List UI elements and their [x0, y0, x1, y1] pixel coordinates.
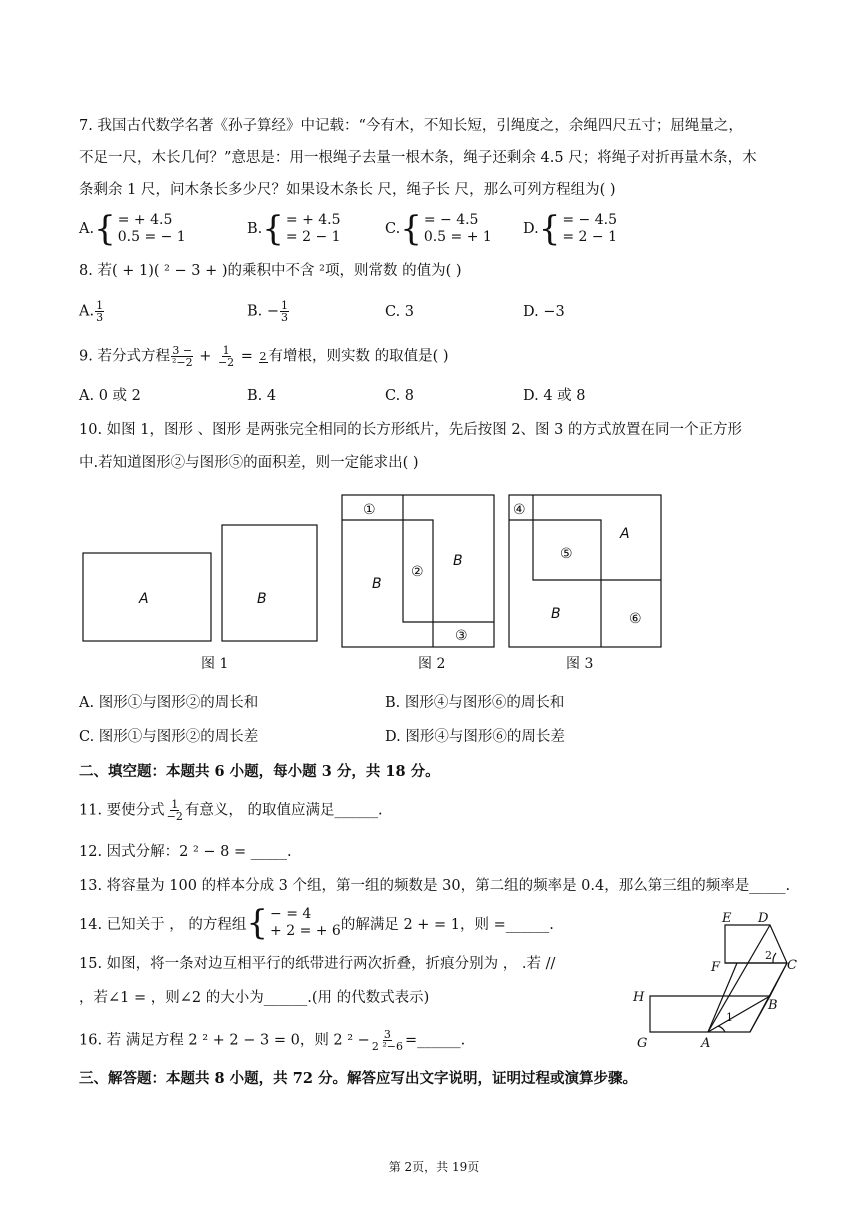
q8-option-b [247, 300, 290, 323]
circle-2: ② [411, 564, 424, 580]
fraction [371, 1029, 404, 1052]
fraction [95, 300, 104, 323]
q10-figures [0, 485, 868, 680]
fig1-caption: 图 1 [201, 656, 229, 672]
option-label: A. [79, 221, 95, 237]
q13-text: 13. 将容量为 100 的样本分成 3 个组，第一组的频数是 30，第二组的频率是 0.4，那么第三组的频率是_____. [79, 878, 791, 894]
numerator: 3 [383, 1028, 391, 1041]
q7-option-b [247, 209, 341, 249]
q15-line2: ，若∠1 = ，则∠2 的大小为______.(用 的代数式表示) [79, 990, 430, 1006]
eq-row: + 2 = + 6 [270, 923, 341, 939]
q10-option-a: A. 图形①与图形②的周长和 [79, 695, 259, 711]
brace-icon: { [538, 209, 561, 249]
circle-6: ⑥ [629, 611, 642, 627]
denominator: 3 [96, 311, 104, 324]
q7-line3: 条剩余 1 尺，问木条长多少尺？如果设木条长 尺，绳子长 尺，那么可列方程组为( ) [79, 182, 616, 198]
brace-icon: { [246, 903, 269, 943]
option-label: A. [79, 303, 95, 320]
eq-row: = − 4.5 [423, 212, 479, 228]
fraction [217, 345, 235, 368]
fig3-caption: 图 3 [566, 656, 594, 672]
q15-figure [625, 905, 825, 1055]
q14-prefix: 14. 已知关于 ， 的方程组 [79, 916, 247, 933]
fig3-rect-a-edge [509, 520, 601, 580]
q7-line2: 不足一尺，木长几何？”意思是：用一根绳子去量一根木条，绳子还剩余 4.5 尺；将绳子对折再量木条，木 [79, 150, 757, 166]
fig3-rect-outline [533, 495, 661, 580]
denominator: −2 [166, 810, 183, 823]
top-strip [725, 925, 787, 963]
q8-option-c: C. 3 [385, 304, 415, 320]
q10-option-b: B. 图形④与图形⑥的周长和 [385, 695, 565, 711]
eq-row: = + 4.5 [117, 212, 173, 228]
q8-text: 8. 若( + 1)( ² − 3 + )的乘积中不含 ²项，则常数 的值为( ) [79, 263, 462, 279]
q10-option-d: D. 图形④与图形⑥的周长差 [385, 729, 565, 745]
circle-5: ⑤ [560, 546, 573, 562]
q14-text [79, 903, 554, 943]
denominator: ²−2 [171, 356, 193, 369]
q7-option-c [385, 209, 492, 249]
q8-option-d: D. −3 [523, 304, 565, 320]
eq-row: 0.5 = + 1 [423, 229, 492, 245]
option-label: B. − [247, 303, 280, 320]
rectangle-b [222, 525, 317, 641]
label-a: A [139, 591, 149, 607]
fig2-rect-b-left [342, 520, 433, 647]
brace-icon: { [94, 209, 116, 249]
angle-2-arc [773, 953, 776, 963]
q16-prefix: 16. 若 满足方程 2 ² + 2 − 3 = 0，则 2 ² − [79, 1032, 370, 1049]
eq-row: = 2 − 1 [285, 229, 341, 245]
point-c: C [787, 958, 797, 973]
q7-option-a [79, 209, 186, 249]
fraction [259, 351, 268, 363]
numerator: 1 [171, 798, 179, 811]
option-label: C. [385, 221, 401, 237]
numerator: 1 [96, 299, 104, 312]
eq-row: 0.5 = − 1 [117, 229, 186, 245]
operator: + [199, 348, 212, 365]
numerator: 3 − [172, 344, 193, 357]
q16-suffix: =______. [404, 1032, 466, 1049]
denominator: 2 ²−6 [371, 1040, 403, 1053]
angle-1-arc [718, 1026, 725, 1032]
angle-1-label: 1 [726, 1011, 733, 1024]
q10-line1: 10. 如图 1，图形 、图形 是两张完全相同的长方形纸片，先后按图 2、图 3 的方式放置在同一个正方形 [79, 422, 742, 438]
point-g: G [637, 1036, 648, 1051]
diagonal-ea [708, 925, 770, 1032]
point-b: B [768, 998, 778, 1013]
point-e: E [722, 911, 732, 926]
fig3-label-a: A [620, 526, 630, 542]
q10-line2: 中.若知道图形②与图形⑤的面积差，则一定能求出( ) [79, 455, 419, 471]
page-footer: 第 2页，共 19页 [388, 1160, 480, 1174]
fraction [280, 300, 289, 323]
fig2-rect-b-right [403, 495, 494, 622]
angle-2-label: 2 [765, 949, 772, 962]
numerator: 1 [281, 299, 289, 312]
q10-option-c: C. 图形①与图形②的周长差 [79, 729, 259, 745]
circle-1: ① [363, 502, 376, 518]
fig2-label-b1: B [372, 576, 382, 592]
q9-prefix: 9. 若分式方程 [79, 348, 170, 365]
segment-bc [770, 963, 787, 996]
q7-option-d [523, 209, 617, 249]
q11-text [79, 799, 383, 822]
q11-suffix: 有意义， 的取值应满足______. [184, 802, 383, 819]
circle-3: ③ [455, 628, 468, 644]
brace-icon: { [262, 209, 284, 249]
section-2-heading: 二、填空题：本题共 6 小题，每小题 3 分，共 18 分。 [79, 763, 440, 780]
q9-option-b: B. 4 [247, 388, 277, 404]
section-3-heading: 三、解答题：本题共 8 小题，共 72 分。解答应写出文字说明，证明过程或演算步骤。 [79, 1070, 637, 1087]
fold-ab [708, 996, 770, 1032]
label-b: B [257, 591, 267, 607]
point-h: H [633, 990, 645, 1005]
q12-text: 12. 因式分解：2 ² − 8 = _____. [79, 844, 292, 860]
eq-row: = 2 − 1 [562, 229, 617, 245]
brace-icon: { [400, 209, 422, 249]
option-label: B. [247, 221, 263, 237]
eq-row: = − 4.5 [562, 212, 617, 228]
q9-option-a: A. 0 或 2 [79, 388, 141, 404]
q15-line1: 15. 如图，将一条对边互相平行的纸带进行两次折叠，折痕分别为 ， .若 // [79, 956, 556, 972]
circle-4: ④ [513, 502, 526, 518]
point-f: F [711, 960, 721, 975]
fraction [166, 799, 184, 822]
point-d: D [758, 911, 769, 926]
denominator: −2 [217, 356, 235, 369]
q8-option-a [79, 300, 105, 323]
q9-option-c: C. 8 [385, 388, 415, 404]
eq-row: − = 4 [270, 906, 312, 922]
fraction [171, 345, 194, 368]
q9-text [79, 345, 449, 368]
q9-option-d: D. 4 或 8 [523, 388, 586, 404]
fig3-label-b: B [551, 606, 561, 622]
operator: = [240, 348, 253, 365]
option-label: D. [523, 221, 539, 237]
q11-prefix: 11. 要使分式 [79, 802, 165, 819]
q14-suffix: 的解满足 2 + = 1，则 =______. [340, 916, 554, 933]
numerator: 1 [222, 344, 230, 357]
numerator: 2 [259, 349, 267, 363]
fig2-caption: 图 2 [418, 656, 446, 672]
eq-row: = + 4.5 [285, 212, 341, 228]
fig2-label-b2: B [453, 553, 463, 569]
denominator: 3 [281, 311, 289, 324]
q9-suffix: 有增根，则实数 的取值是( ) [268, 348, 449, 365]
q7-line1: 7. 我国古代数学名著《孙子算经》中记载：“今有木，不知长短，引绳度之，余绳四尺五寸；屈绳量之， [79, 118, 743, 134]
q16-text [79, 1029, 465, 1052]
point-a: A [701, 1036, 711, 1051]
